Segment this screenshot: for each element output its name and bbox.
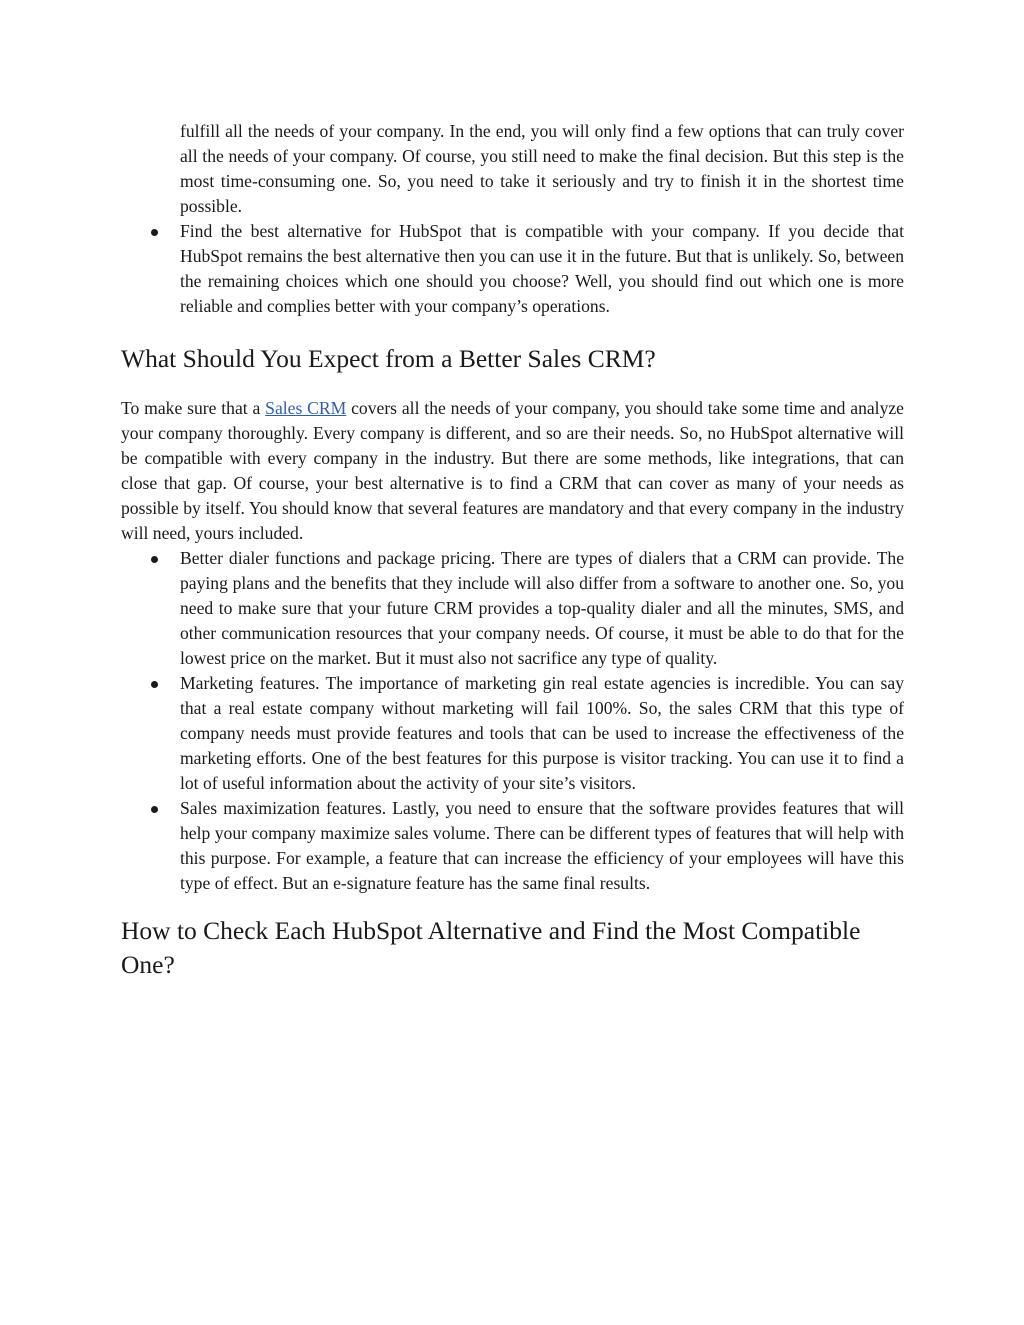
list-item [121,671,904,796]
list-item [121,546,904,671]
features-bullet-list [121,546,904,896]
list-item-text: Better dialer functions and package pricing. There are types of dialers that a CRM can provide. The paying plans and the benefits that they include will also differ from a software to another one. So, you need to make sure that your future CRM provides a top-quality dialer and all the minutes, SMS, and other communication resources that your company needs. Of course, it must be able to do that for the lowest price on the market. But it must also not sacrifice any type of quality. [180,548,904,668]
section-heading-expectations: What Should You Expect from a Better Sales CRM? [121,344,656,373]
bullet-icon [151,229,158,236]
section-heading-compatibility: How to Check Each HubSpot Alternative and Find the Most Compatible One? [121,916,861,979]
intro-text-end: covers all the needs of your company, you should take some time and analyze your company thoroughly. Every company is different, and so are their needs. So, no HubSpot alternative will be compatible with every company in the industry. But there are some methods, like integrations, that can close that gap. Of course, your best alternative is to find a CRM that can cover as many of your needs as possible by itself. You should know that several features are mandatory and that every company in the industry will need, yours included. [121,398,904,543]
bullet-icon [151,556,158,563]
document-body [121,119,904,982]
list-item [121,796,904,896]
list-item-text: Sales maximization features. Lastly, you need to ensure that the software provides features that will help your company maximize sales volume. There can be different types of features that will help with this purpose. For example, a feature that can increase the efficiency of your employees will have this type of effect. But an e-signature feature has the same final results. [180,798,904,893]
sales-crm-link[interactable]: Sales CRM [265,398,347,418]
list-item [121,219,904,319]
continuation-paragraph: fulfill all the needs of your company. In the end, you will only find a few options that can truly cover all the needs of your company. Of course, you still need to make the final decision. But this step is the most time-consuming one. So, you need to take it seriously and try to finish it in the shortest time possible. [180,121,904,216]
top-bullet-list [121,219,904,319]
intro-text-start: To make sure that a [121,398,266,418]
list-item-text: Marketing features. The importance of marketing gin real estate agencies is incredible. You can say that a real estate company without marketing will fail 100%. So, the sales CRM that this type of company needs must provide features and tools that can be used to increase the effectiveness of the marketing efforts. One of the best features for this purpose is visitor tracking. You can use it to find a lot of useful information about the activity of your site’s visitors. [180,673,904,793]
bullet-icon [151,681,158,688]
bullet-icon [151,806,158,813]
list-item-text: Find the best alternative for HubSpot that is compatible with your company. If you decide that HubSpot remains the best alternative then you can use it in the future. But that is unlikely. So, between the remaining choices which one should you choose? Well, you should find out which one is more reliable and complies better with your company’s operations. [180,221,904,316]
intro-paragraph [121,396,904,546]
